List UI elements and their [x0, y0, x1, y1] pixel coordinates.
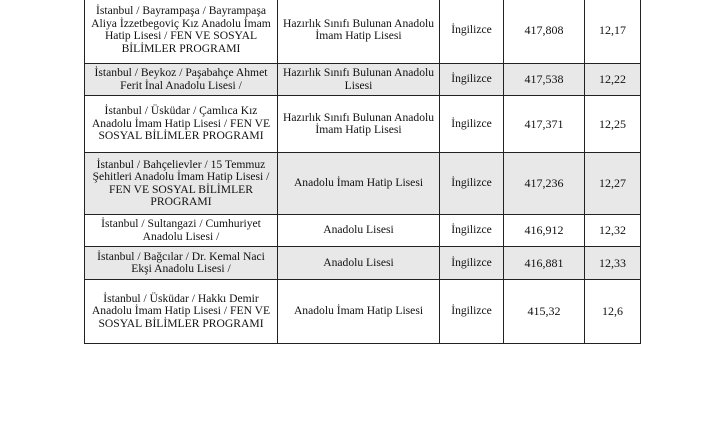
table-row: [85, 215, 641, 247]
language-cell: İngilizce: [440, 153, 504, 215]
language-cell: İngilizce: [440, 0, 504, 64]
school-type-cell: Anadolu İmam Hatip Lisesi: [278, 153, 440, 215]
score-cell: 416,912: [504, 215, 585, 247]
score-cell: 417,236: [504, 153, 585, 215]
school-name-cell: İstanbul / Bağcılar / Dr. Kemal Naci Ekşi Anadolu Lisesi /: [85, 247, 278, 280]
school-type-cell: Anadolu Lisesi: [278, 215, 440, 247]
percentile-cell: 12,22: [585, 64, 641, 96]
table-row: [85, 64, 641, 96]
table-row: [85, 247, 641, 280]
language-cell: İngilizce: [440, 64, 504, 96]
school-type-cell: Anadolu İmam Hatip Lisesi: [278, 280, 440, 344]
table-row: [85, 153, 641, 215]
language-cell: İngilizce: [440, 215, 504, 247]
language-cell: İngilizce: [440, 247, 504, 280]
school-name-cell: İstanbul / Bahçelievler / 15 Temmuz Şehitleri Anadolu İmam Hatip Lisesi / FEN VE SOSYAL BİLİMLER PROGRAMI: [85, 153, 278, 215]
table-body: [85, 0, 641, 344]
percentile-cell: 12,27: [585, 153, 641, 215]
school-name-cell: İstanbul / Bayrampaşa / Bayrampaşa Aliya İzzetbegoviç Kız Anadolu İmam Hatip Lisesi / FEN VE SOSYAL BİLİMLER PROGRAMI: [85, 0, 278, 64]
percentile-cell: 12,17: [585, 0, 641, 64]
school-name-cell: İstanbul / Üsküdar / Hakkı Demir Anadolu İmam Hatip Lisesi / FEN VE SOSYAL BİLİMLER PROGRAMI: [85, 280, 278, 344]
school-score-table: [84, 0, 641, 344]
percentile-cell: 12,33: [585, 247, 641, 280]
school-name-cell: İstanbul / Beykoz / Paşabahçe Ahmet Ferit İnal Anadolu Lisesi /: [85, 64, 278, 96]
school-type-cell: Anadolu Lisesi: [278, 247, 440, 280]
percentile-cell: 12,6: [585, 280, 641, 344]
percentile-cell: 12,32: [585, 215, 641, 247]
school-type-cell: Hazırlık Sınıfı Bulunan Anadolu Lisesi: [278, 64, 440, 96]
score-cell: 417,371: [504, 96, 585, 153]
language-cell: İngilizce: [440, 280, 504, 344]
score-cell: 416,881: [504, 247, 585, 280]
score-cell: 417,808: [504, 0, 585, 64]
score-cell: 415,32: [504, 280, 585, 344]
language-cell: İngilizce: [440, 96, 504, 153]
school-name-cell: İstanbul / Üsküdar / Çamlıca Kız Anadolu İmam Hatip Lisesi / FEN VE SOSYAL BİLİMLER PROGRAMI: [85, 96, 278, 153]
score-cell: 417,538: [504, 64, 585, 96]
percentile-cell: 12,25: [585, 96, 641, 153]
school-name-cell: İstanbul / Sultangazi / Cumhuriyet Anadolu Lisesi /: [85, 215, 278, 247]
table-row: [85, 96, 641, 153]
school-type-cell: Hazırlık Sınıfı Bulunan Anadolu İmam Hatip Lisesi: [278, 96, 440, 153]
school-type-cell: Hazırlık Sınıfı Bulunan Anadolu İmam Hatip Lisesi: [278, 0, 440, 64]
table-row: [85, 0, 641, 64]
table-row: [85, 280, 641, 344]
